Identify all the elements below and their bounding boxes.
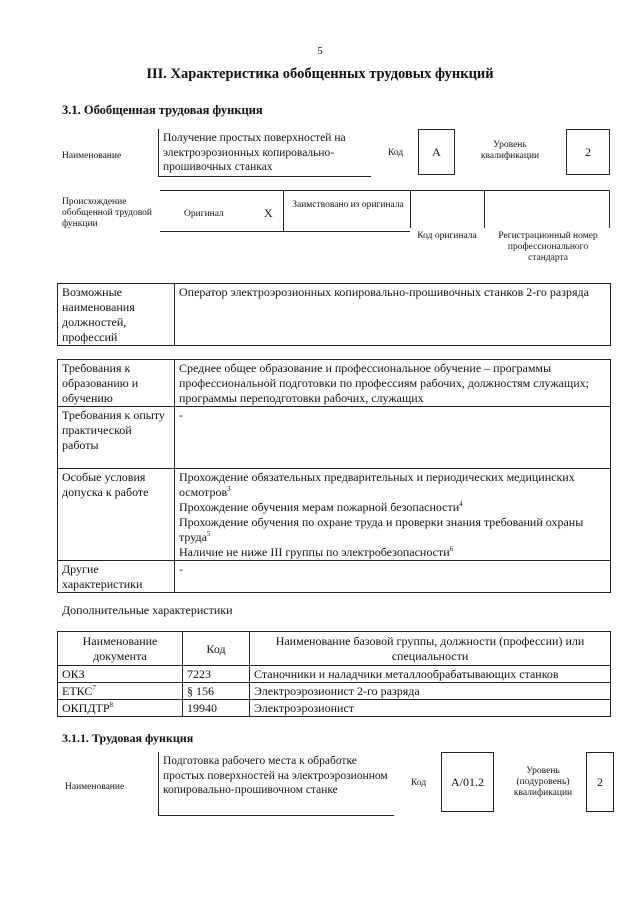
page-number: 5: [317, 45, 323, 57]
header-code: Код: [183, 632, 250, 666]
header-name: Наименование базовой группы, должности (профессии) или специальности: [250, 632, 611, 666]
tf-code-label: Код: [411, 778, 427, 788]
gtf-level-box: [566, 129, 610, 175]
doc-cell: ЕТКС$^7$: [58, 683, 183, 700]
positions-value: Оператор электроэрозионных копировально-прошивочных станков 2-го разряда: [175, 284, 611, 346]
gtf-origin-label: Происхождение обобщенной трудовой функции: [62, 197, 152, 229]
origin-bottom-line: [160, 231, 410, 232]
code-cell: § 156: [183, 683, 250, 700]
requirement-label: Требования к образованию и обучению: [58, 360, 175, 407]
requirement-label: Особые условия допуска к работе: [58, 469, 175, 561]
gtf-name-box: [158, 129, 371, 177]
requirement-label: Требования к опыту практической работы: [58, 407, 175, 469]
name-cell: Электроэрозионист: [250, 700, 611, 717]
table-row: [58, 666, 611, 683]
requirement-value: -: [175, 407, 611, 469]
gtf-code-original-label: Код оригинала: [417, 231, 477, 241]
requirement-line: Прохождение обучения мерам пожарной безопасности$^4$: [179, 500, 463, 514]
gtf-level-label: Уровень квалификации: [480, 140, 540, 161]
origin-divider-1: [283, 190, 284, 232]
tf-level-value: 2: [597, 775, 603, 789]
tf-name-box: [158, 752, 394, 816]
doc-cell: ОКЗ: [58, 666, 183, 683]
tf-level-box: [586, 752, 614, 812]
positions-table: [57, 283, 611, 346]
origin-divider-3: [484, 190, 485, 228]
name-cell: Электроэрозионист 2-го разряда: [250, 683, 611, 700]
requirement-label: Другие характеристики: [58, 561, 175, 593]
origin-divider-2: [410, 190, 411, 228]
requirement-value: Среднее общее образование и профессиональное обучение – программы профессиональной подготовки по профессиям рабочих, должностям служащих; программы переподготовки рабочих, служащих: [175, 360, 611, 407]
requirement-value: -: [175, 561, 611, 593]
gtf-original-label: Оригинал: [184, 209, 224, 219]
requirement-line: Прохождение обязательных предварительных и периодических медицинских осмотров$^3$: [179, 470, 575, 499]
requirement-row: [58, 360, 611, 407]
code-cell: 7223: [183, 666, 250, 683]
doc-cell: ОКПДТР$^8$: [58, 700, 183, 717]
gtf-name-value: Получение простых поверхностей на электроэрозионных копировально-прошивочных станках: [163, 132, 346, 173]
requirement-row: [58, 407, 611, 469]
gtf-code-value: А: [432, 145, 441, 159]
gtf-original-mark: X: [264, 206, 273, 220]
tf-name-label: Наименование: [65, 782, 125, 792]
requirement-row: [58, 561, 611, 593]
requirement-line: Наличие не ниже III группы по электробезопасности$^6$: [179, 545, 454, 559]
table-row: [58, 683, 611, 700]
gtf-borrowed-label: Заимствовано из оригинала: [292, 200, 404, 210]
additional-table: [57, 631, 611, 717]
gtf-heading: 3.1. Обобщенная трудовая функция: [62, 103, 263, 117]
requirement-line: Прохождение обучения по охране труда и проверки знания требований охраны труда$^5$: [179, 515, 584, 544]
requirement-row: [58, 469, 611, 561]
origin-divider-4: [609, 190, 610, 228]
requirements-table: [57, 359, 611, 593]
tf-heading: 3.1.1. Трудовая функция: [62, 731, 194, 745]
additional-header-row: [58, 632, 611, 666]
positions-label: Возможные наименования должностей, профессий: [58, 284, 175, 346]
tf-code-box: [441, 752, 494, 812]
gtf-code-box: [418, 129, 455, 175]
gtf-origin-table: [160, 190, 610, 232]
tf-level-label: Уровень (подуровень) квалификации: [513, 766, 573, 798]
requirement-value: [175, 469, 611, 561]
tf-code-value: А/01.2: [451, 775, 484, 789]
code-cell: 19940: [183, 700, 250, 717]
section-title: III. Характеристика обобщенных трудовых функций: [146, 66, 494, 82]
gtf-level-value: 2: [585, 145, 591, 159]
tf-name-value: Подготовка рабочего места к обработке простых поверхностей на электроэрозионном копировально-прошивочном станке: [163, 755, 388, 796]
additional-heading: Дополнительные характеристики: [62, 603, 233, 617]
gtf-name-label: Наименование: [62, 151, 122, 161]
header-document: Наименование документа: [58, 632, 183, 666]
name-cell: Станочники и наладчики металлообрабатывающих станков: [250, 666, 611, 683]
gtf-reg-number-label: Регистрационный номер профессионального стандарта: [498, 231, 598, 263]
table-row: [58, 700, 611, 717]
gtf-code-label: Код: [388, 148, 404, 158]
